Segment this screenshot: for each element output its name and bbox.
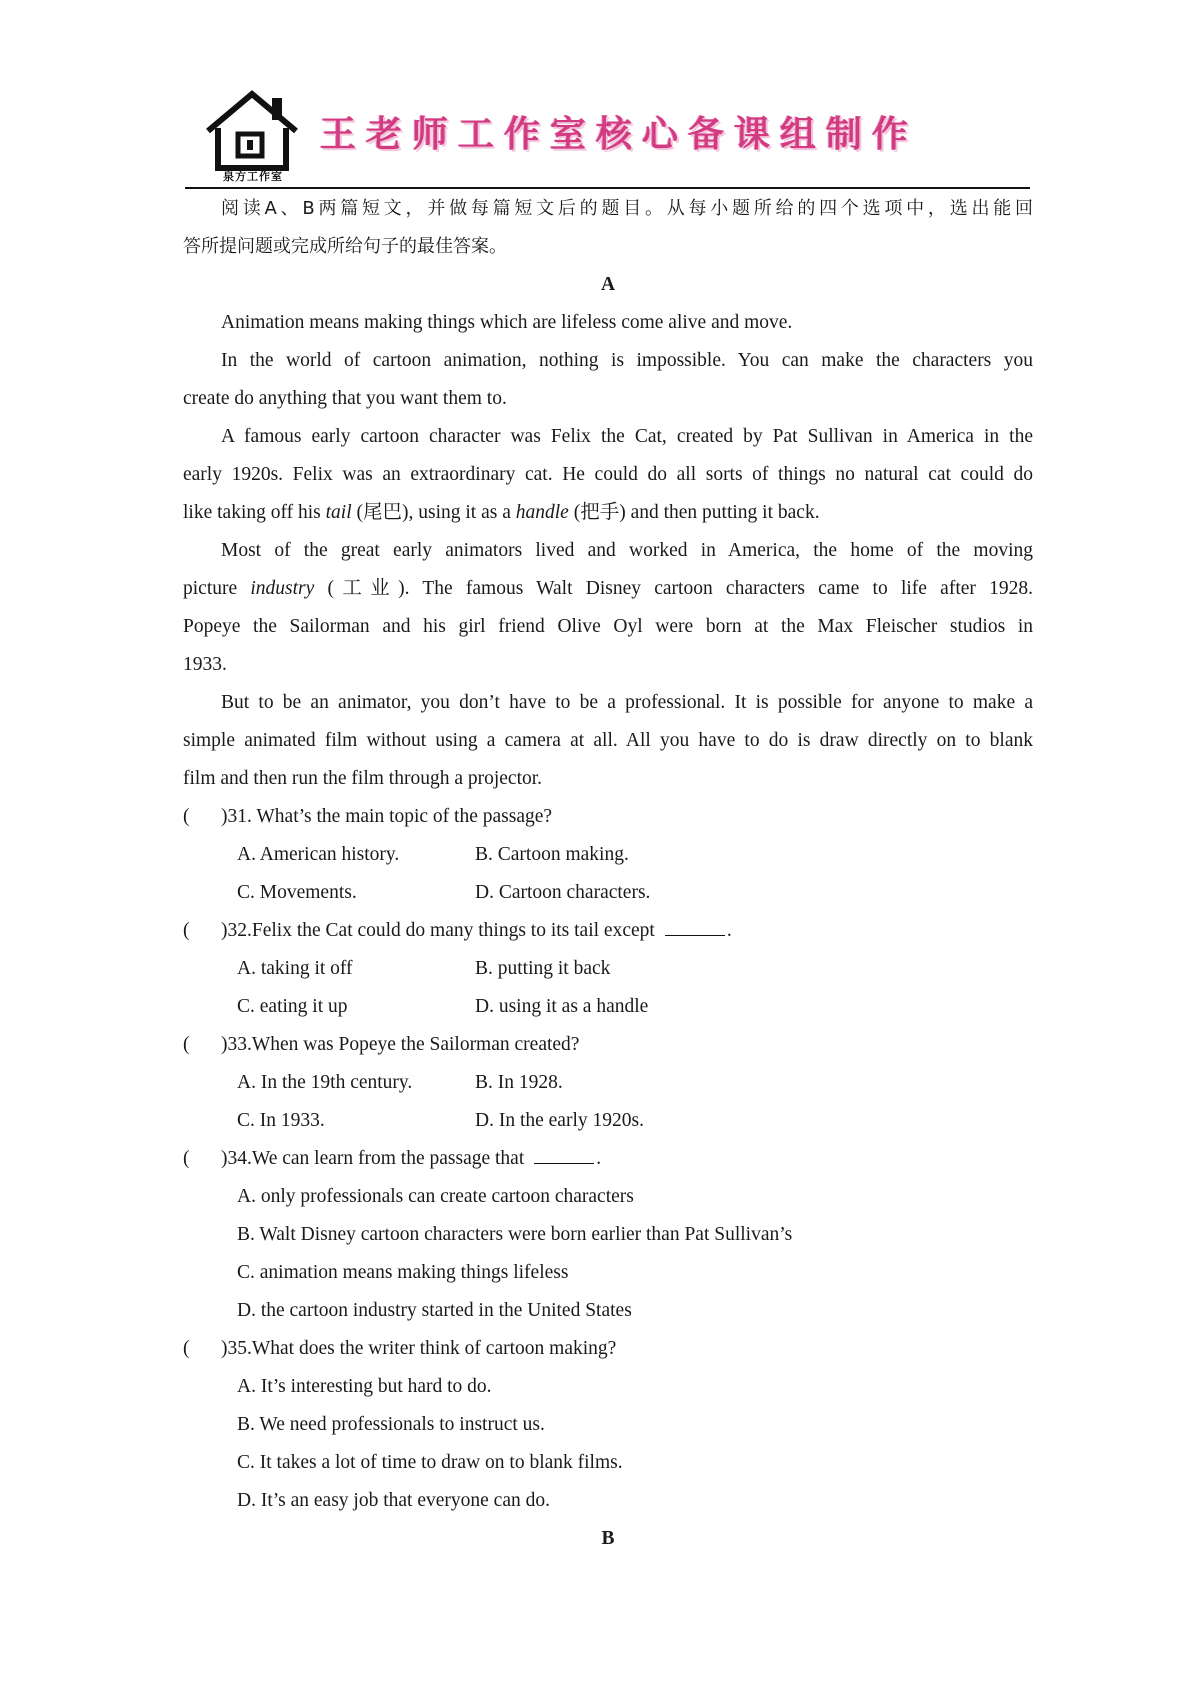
option-row [183,836,1033,874]
question-stem [183,912,1033,950]
logo-caption: 泉方工作室 [223,170,283,183]
option: A. American history. [237,844,400,865]
option: A. taking it off [237,958,353,979]
option-row [183,1064,1033,1102]
option: B. In 1928. [475,1072,563,1093]
option: C. animation means making things lifeless [237,1262,569,1283]
option: D. the cartoon industry started in the United States [237,1300,632,1321]
option-row [183,988,1033,1026]
text-run: (把手) and then putting it back. [568,502,820,523]
answer-paren[interactable]: ( [183,920,190,941]
option: B. putting it back [475,958,611,979]
header-divider [185,187,1030,189]
paragraph-line: early 1920s. Felix was an extraordinary cat. He could do all sorts of things no natural cat could do [183,464,1033,485]
document-body [183,190,1033,1558]
page-header [185,78,1030,188]
paragraph-line [183,570,1033,608]
option: B. Walt Disney cartoon characters were born earlier than Pat Sullivan’s [237,1224,793,1245]
paragraph-line: In the world of cartoon animation, nothing is impossible. You can make the characters you [221,350,1033,371]
option-row [183,1102,1033,1140]
option: D. Cartoon characters. [475,882,651,903]
answer-blank[interactable] [665,913,725,936]
option-row [183,950,1033,988]
answer-paren[interactable]: ( [183,806,190,827]
question-text: )34.We can learn from the passage that [221,1148,525,1169]
instructions-line: 答所提问题或完成所给句子的最佳答案。 [183,236,507,257]
question-text: )32.Felix the Cat could do many things to its tail except [221,920,655,941]
paragraph-line: 1933. [183,654,227,675]
option: A. It’s interesting but hard to do. [237,1376,492,1397]
option: A. only professionals can create cartoon characters [237,1186,634,1207]
answer-blank[interactable] [534,1141,594,1164]
option-row [183,874,1033,912]
paragraph-line: Most of the great early animators lived and worked in America, the home of the moving [221,540,1033,561]
question-text: )33.When was Popeye the Sailorman created? [221,1034,580,1055]
option: D. In the early 1920s. [475,1110,644,1131]
glossed-word: tail [325,502,352,523]
paragraph-line [183,494,1033,532]
paragraph-line: create do anything that you want them to. [183,388,507,409]
text-run: picture [183,578,251,599]
question-end: . [726,920,732,941]
option: B. We need professionals to instruct us. [237,1414,545,1435]
option: C. In 1933. [237,1110,325,1131]
answer-paren[interactable]: ( [183,1148,190,1169]
paragraph-line: film and then run the film through a projector. [183,768,543,789]
answer-paren[interactable]: ( [183,1338,190,1359]
glossed-word: industry [250,578,315,599]
question-stem [183,1026,1033,1064]
option: C. Movements. [237,882,357,903]
option: C. It takes a lot of time to draw on to blank films. [237,1452,623,1473]
text-run: (工业). The famous Walt Disney cartoon characters came to life after 1928. [314,578,1033,599]
text-run: (尾巴), using it as a [351,502,516,523]
paragraph-line: A famous early cartoon character was Felix the Cat, created by Pat Sullivan in America in the [221,426,1033,447]
passage-a-heading: A [600,274,616,295]
question-stem [183,798,1033,836]
text-run: like taking off his [183,502,326,523]
question-text: )31. What’s the main topic of the passage? [221,806,553,827]
paragraph-line: simple animated film without using a camera at all. All you have to do is draw directly on to blank [183,730,1033,751]
question-end: . [596,1148,602,1169]
option: B. Cartoon making. [475,844,629,865]
question-stem [183,1140,1033,1178]
answer-paren[interactable]: ( [183,1034,190,1055]
question-text: )35.What does the writer think of cartoon making? [221,1338,617,1359]
paragraph-line: But to be an animator, you don’t have to be a professional. It is possible for anyone to make a [221,692,1033,713]
option: C. eating it up [237,996,348,1017]
paragraph-line: Popeye the Sailorman and his girl friend Olive Oyl were born at the Max Fleischer studios in [183,616,1033,637]
option: A. In the 19th century. [237,1072,413,1093]
instructions-line: 阅读A、B两篇短文，并做每篇短文后的题目。从每小题所给的四个选项中，选出能回 [221,198,1033,219]
glossed-word: handle [515,502,569,523]
banner [320,106,1020,164]
option: D. It’s an easy job that everyone can do. [237,1490,550,1511]
paragraph-line: Animation means making things which are lifeless come alive and move. [221,312,793,333]
option: D. using it as a handle [475,996,649,1017]
passage-b-heading: B [601,1528,615,1549]
banner-title: 王老师工作室核心备课组制作 [320,114,919,155]
question-stem [183,1330,1033,1368]
